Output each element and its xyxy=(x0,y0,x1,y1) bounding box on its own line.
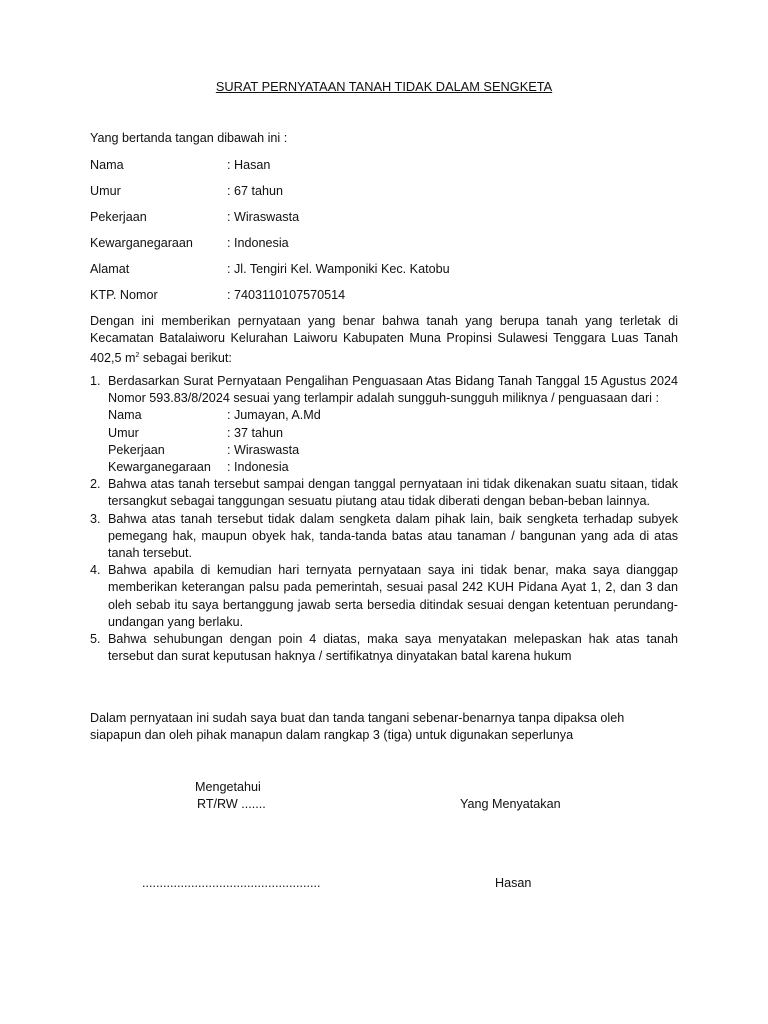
list-number: 3. xyxy=(90,511,101,526)
field-value: : Indonesia xyxy=(227,460,289,475)
list-text: Berdasarkan Surat Pernyataan Pengalihan Penguasaan Atas Bidang Tanah Tanggal 15 Agustus 2024 Nomor 593.83/8/2024 sesuai yang terlampir adalah sungguh-sungguh miliknya / penguasaan dari : xyxy=(108,374,678,406)
intro-text: Yang bertanda tangan dibawah ini : xyxy=(90,131,288,145)
list-text: Bahwa atas tanah tersebut tidak dalam sengketa dalam pihak lain, baik sengketa terhadap subyek pemegang hak, maupun obyek hak, tanda-tanda batas atau tanaman / bangunan yang ada di atas tanah tersebut. xyxy=(108,511,678,561)
statement-superscript: 2 xyxy=(135,352,140,360)
list-item-body xyxy=(108,373,678,476)
field-value: : 7403110107570514 xyxy=(227,288,346,302)
field-value: : Jumayan, A.Md xyxy=(227,408,321,423)
field-row-citizenship xyxy=(90,235,450,261)
field-label: Pekerjaan xyxy=(90,210,147,224)
left-signature-role: RT/RW ....... xyxy=(197,797,266,811)
field-value: : Hasan xyxy=(227,158,271,172)
list-item xyxy=(90,373,678,476)
field-label: Nama xyxy=(108,408,142,423)
statement-list xyxy=(90,373,678,665)
field-value: : 67 tahun xyxy=(227,184,284,198)
field-row-occupation xyxy=(90,209,450,235)
field-row-ktp xyxy=(90,287,450,313)
statement-paragraph xyxy=(90,313,678,368)
sub-field-row xyxy=(108,459,678,476)
field-label: Umur xyxy=(108,425,139,440)
field-value: : Jl. Tengiri Kel. Wamponiki Kec. Katobu xyxy=(227,262,450,276)
field-value: : Indonesia xyxy=(227,236,289,250)
left-signature-heading: Mengetahui xyxy=(195,780,261,794)
list-text: Bahwa atas tanah tersebut sampai dengan tanggal pernyataan ini tidak dikenakan suatu sitaan, tidak tersangkut sebagai tanggungan sesuatu piutang atau tidak diberati dengan beban-beban lainnya. xyxy=(108,477,678,509)
list-text: Bahwa sehubungan dengan poin 4 diatas, maka saya menyatakan melepaskan hak atas tanah tersebut dan surat keputusan haknya / sertifikatnya dinyatakan batal karena hukum xyxy=(108,632,678,664)
field-label: Kewarganegaraan xyxy=(108,460,211,475)
field-row-address xyxy=(90,261,450,287)
field-label: KTP. Nomor xyxy=(90,288,158,302)
sub-field-row xyxy=(108,425,678,442)
sub-field-row xyxy=(108,407,678,424)
list-item xyxy=(90,562,678,631)
field-row-name xyxy=(90,157,450,183)
field-row-age xyxy=(90,183,450,209)
right-signature-heading: Yang Menyatakan xyxy=(460,797,561,811)
list-item xyxy=(90,631,678,665)
list-number: 4. xyxy=(90,563,101,578)
field-label: Umur xyxy=(90,184,121,198)
closing-paragraph: Dalam pernyataan ini sudah saya buat dan tanda tangani sebenar-benarnya tanpa dipaksa oleh siapapun dan oleh pihak manapun dalam rangkap 3 (tiga) untuk digunakan seperlunya xyxy=(90,711,625,743)
field-value: : Wiraswasta xyxy=(227,442,300,457)
declarant-fields xyxy=(90,157,450,313)
right-signature-name: Hasan xyxy=(495,876,532,890)
sub-field-row xyxy=(108,442,678,459)
statement-tail: sebagai berikut: xyxy=(139,351,232,366)
list-item xyxy=(90,511,678,563)
list-number: 2. xyxy=(90,477,101,492)
list-number: 1. xyxy=(90,374,101,388)
field-label: Pekerjaan xyxy=(108,442,165,457)
left-signature-name: ................................................... xyxy=(142,876,321,890)
list-item xyxy=(90,476,678,510)
field-label: Kewarganegaraan xyxy=(90,236,193,250)
field-label: Alamat xyxy=(90,262,130,276)
field-value: : 37 tahun xyxy=(227,425,284,440)
list-text: Bahwa apabila di kemudian hari ternyata pernyataan saya ini tidak benar, maka saya dianggap memberikan keterangan palsu pada pemerintah, sesuai pasal 242 KUH Pidana Ayat 1, 2, dan 3 dan oleh sebab itu saya bertanggung jawab serta bersedia ditindak sesuai dengan ketentuan perundang-undangan yang berlaku. xyxy=(108,563,678,629)
field-label: Nama xyxy=(90,158,124,172)
statement-text: Dengan ini memberikan pernyataan yang benar bahwa tanah yang berupa tanah yang terletak di Kecamatan Batalaiworu Kelurahan Laiworu Kabupaten Muna Propinsi Sulawesi Tenggara Luas Tanah 402,5 m xyxy=(90,314,678,366)
document-title: SURAT PERNYATAAN TANAH TIDAK DALAM SENGKETA xyxy=(215,79,553,94)
field-value: : Wiraswasta xyxy=(227,210,300,224)
list-number: 5. xyxy=(90,632,101,647)
